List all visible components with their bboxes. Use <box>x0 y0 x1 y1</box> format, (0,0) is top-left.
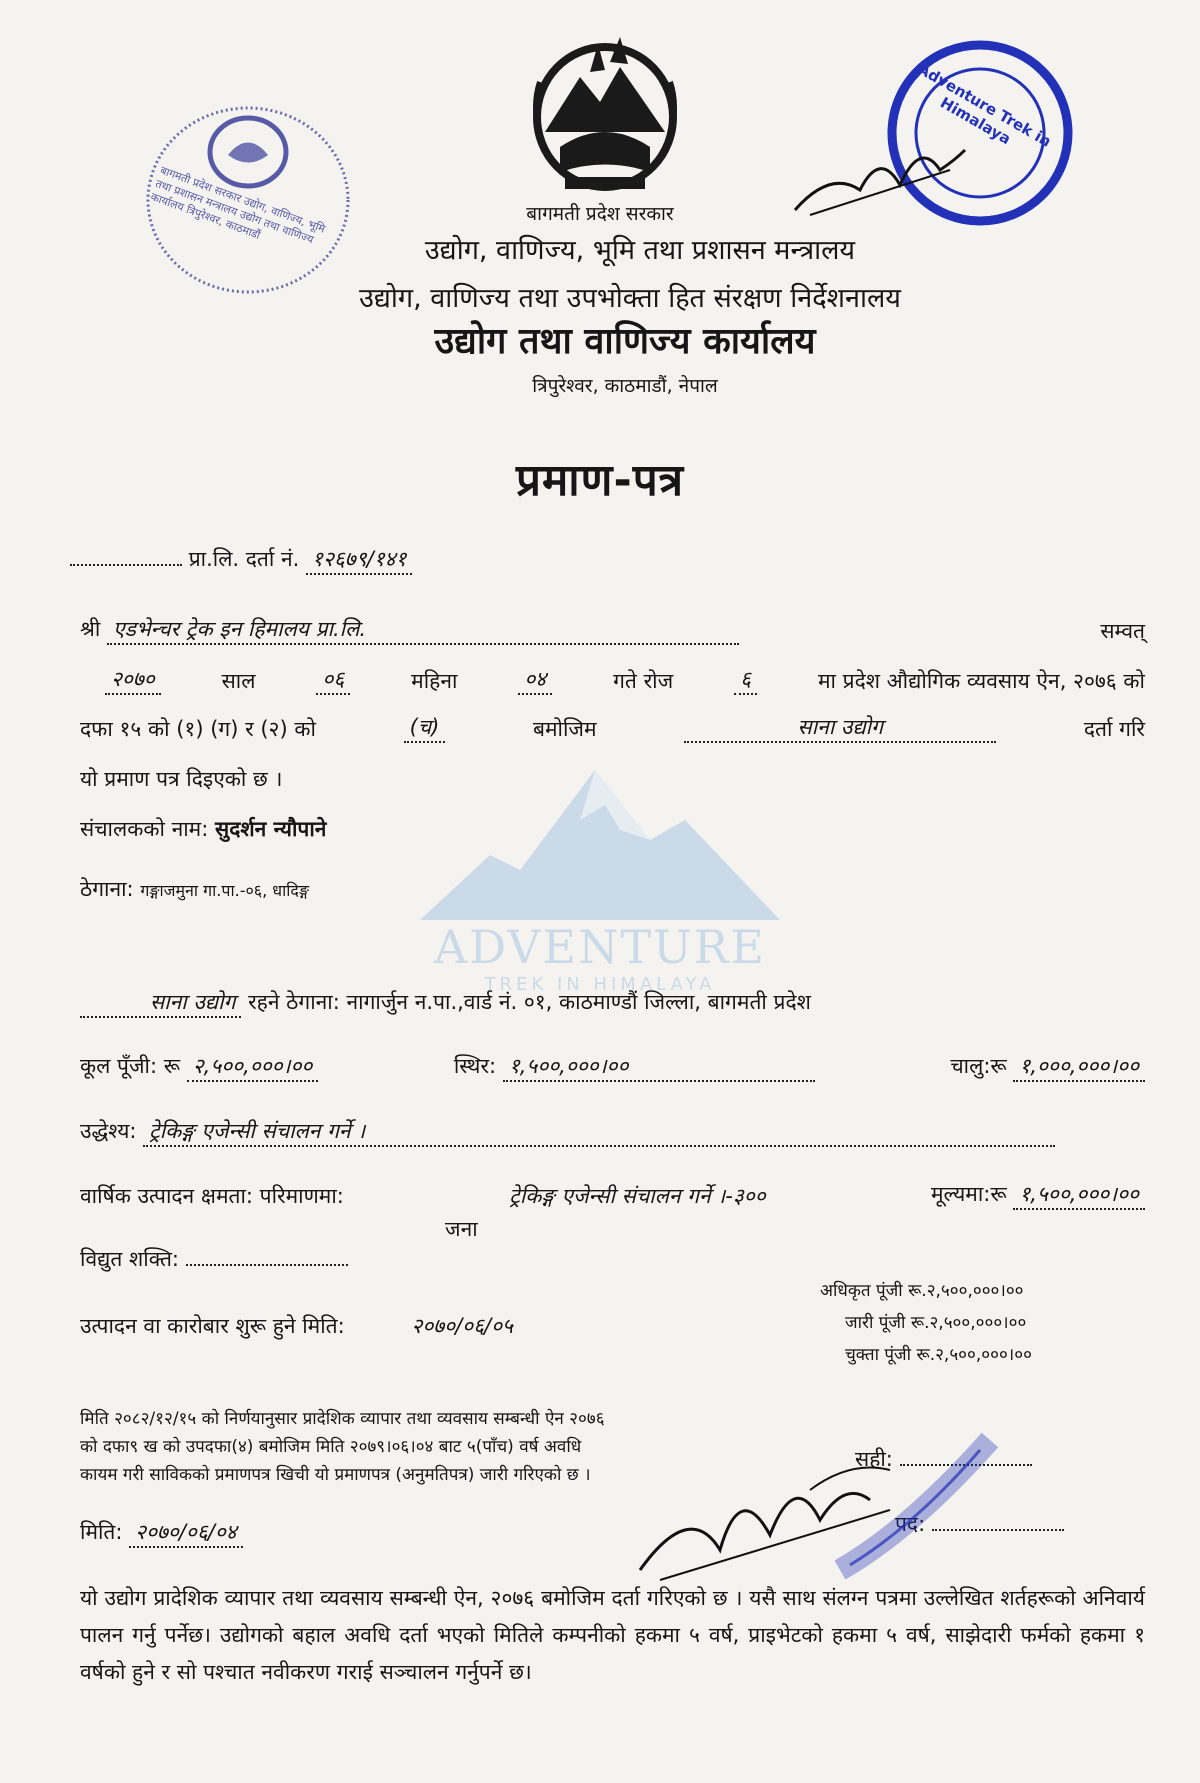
saal-label: साल <box>221 669 256 693</box>
paidup-row: चुक्ता पूंजी रू.२,५००,०००।०० <box>845 1345 1032 1365</box>
footer-paragraph: यो उद्योग प्रादेशिक व्यापार तथा व्यवसाय सम्बन्धी ऐन, २०७६ बमोजिम दर्ता गरिएको छ । यसै साथ संलग्न पत्रमा उल्लेखित शर्तहरूको अनिवार्य पालन गर्नु पर्नेछ। उद्योगको बहाल अवधि दर्ता भएको मितिले कम्पनीको हकमा ५ वर्ष, प्राइभेटको हकमा ५ वर्ष, साझेदारी फर्मको हकमा १ वर्षको हुने र सो पश्चात नवीकरण गराई सञ्चालन गर्नुपर्ने छ। <box>80 1586 1145 1684</box>
clause-value: (च) <box>404 713 446 743</box>
fixed-capital-value: १,५००,०००।०० <box>503 1052 815 1082</box>
notice-line-1: मिति २०८२/१२/१५ को निर्णयानुसार प्रादेशिक व्यापार तथा व्यवसाय सम्बन्धी ऐन २०७६ <box>80 1409 605 1429</box>
renewal-notice <box>80 1405 605 1489</box>
director-label: संचालकको नाम: <box>80 817 209 841</box>
start-date-line <box>80 1312 513 1340</box>
start-date-value: २०७०/०६/०५ <box>411 1314 513 1338</box>
capacity-unit: जना <box>445 1217 478 1241</box>
company-line <box>80 615 1145 645</box>
certificate-title: प्रमाण-पत्र <box>515 455 685 506</box>
bamojim-label: बमोजिम <box>532 717 597 741</box>
capital-line <box>80 1052 1145 1082</box>
dafa-text: दफा १५ को (१) (ग) र (२) को <box>80 717 316 741</box>
current-capital-value: १,०००,०००।०० <box>1013 1052 1145 1082</box>
date-line <box>105 665 1145 695</box>
year-value: २०७० <box>105 665 161 695</box>
capacity-line <box>80 1180 1145 1210</box>
nepal-coat-of-arms-emblem <box>520 22 690 197</box>
authorized-row: अधिकृत पूंजी रू.२,५००,०००।०० <box>820 1281 1024 1301</box>
pad-label: पद: <box>895 1512 926 1536</box>
objective-label: उद्धेश्य: <box>80 1119 137 1143</box>
power-value <box>186 1264 348 1266</box>
day-value: ०४ <box>518 665 552 695</box>
capacity-value: ट्रेकिङ्ग एजेन्सी संचालन गर्ने ।-३०० <box>509 1184 766 1208</box>
registration-number: १२६७९/१४१ <box>306 545 412 575</box>
total-capital-value: २,५००,०००।०० <box>187 1052 319 1082</box>
location-prefix: साना उद्योग <box>80 988 241 1018</box>
capacity-label: वार्षिक उत्पादन क्षमता: परिमाणमा: <box>80 1184 344 1208</box>
mountain-logo-watermark <box>420 760 780 995</box>
director-name: सुदर्शन न्यौपाने <box>215 817 327 841</box>
fixed-capital-label: स्थिर: <box>453 1054 497 1078</box>
notice-line-3: कायम गरी साविकको प्रमाणपत्र खिची यो प्रमाणपत्र (अनुमतिपत्र) जारी गरिएको छ । <box>80 1465 591 1485</box>
total-capital-label: कूल पूँजी: रू <box>80 1054 181 1078</box>
samvat-label: सम्वत् <box>1100 619 1145 643</box>
ministry-name: उद्योग, वाणिज्य, भूमि तथा प्रशासन मन्त्रालय <box>424 235 856 266</box>
address-line <box>80 875 309 903</box>
mahina-label: महिना <box>411 669 458 693</box>
start-date-label: उत्पादन वा कारोबार शुरू हुने मिति: <box>80 1314 345 1338</box>
issued-row: जारी पूंजी रू.२,५००,०००।०० <box>845 1313 1027 1333</box>
location-label: रहने ठेगाना: <box>248 990 340 1014</box>
darta-gari-label: दर्ता गरि <box>1083 717 1145 741</box>
sahi-label: सही: <box>855 1447 893 1471</box>
office-seal-text: बागमती प्रदेश सरकार उद्योग, वाणिज्य, भूमि तथा प्रशासन मन्त्रालय उद्योग तथा वाणिज्य कार्यालय त्रिपुरेश्वर, काठमाडौं <box>148 163 327 247</box>
shree-label: श्री <box>80 617 101 641</box>
province-govt-label: बागमती प्रदेश सरकार <box>526 203 674 225</box>
address-label: ठेगाना: <box>80 877 134 901</box>
watermark-subtext: TREK IN HIMALAYA <box>484 974 716 995</box>
office-name: उद्योग तथा वाणिज्य कार्यालय <box>434 321 816 362</box>
dafa-line <box>80 713 1145 743</box>
issue-date-value: २०७०/०६/०४ <box>129 1518 243 1548</box>
issue-date-line <box>80 1518 243 1548</box>
weekday-value: ६ <box>734 665 757 695</box>
objective-line <box>80 1117 1145 1147</box>
current-capital-label: चालु:रू <box>950 1054 1007 1078</box>
location-line <box>80 988 811 1018</box>
location-value: नागार्जुन न.पा.,वार्ड नं. ०१, काठमाण्डौं जिल्ला, बागमती प्रदेश <box>346 990 811 1014</box>
capacity-price-label: मूल्यमा:रू <box>930 1182 1007 1206</box>
capacity-price-value: १,५००,०००।०० <box>1013 1180 1145 1210</box>
act-text: मा प्रदेश औद्योगिक व्यवसाय ऐन, २०७६ को <box>817 669 1145 693</box>
power-label: विद्युत शक्ति: <box>80 1247 180 1271</box>
registration-label: प्रा.लि. दर्ता नं. <box>188 547 300 571</box>
company-seal-text: Adventure Trek in Himalaya <box>914 59 1055 151</box>
gate-roj-label: गते रोज <box>613 669 674 693</box>
notice-line-2: को दफा९ ख को उपदफा(४) बमोजिम मिति २०७९।०६।०४ बाट ५(पाँच) वर्ष अवधि <box>80 1437 582 1457</box>
industry-type: साना उद्योग <box>684 713 996 743</box>
objective-value: ट्रेकिङ्ग एजेन्सी संचालन गर्ने । <box>143 1117 1055 1147</box>
officer-stamp <box>820 1420 1000 1580</box>
company-name: एडभेन्चर ट्रेक इन हिमालय प्रा.लि. <box>107 615 739 645</box>
directorate-name: उद्योग, वाणिज्य तथा उपभोक्ता हित संरक्षण निर्देशनालय <box>359 283 901 314</box>
power-line <box>80 1245 348 1273</box>
director-line <box>80 815 326 843</box>
authorized-capital-block <box>820 1275 1032 1371</box>
address-value: गङ्गाजमुना गा.पा.-०६, धादिङ्ग <box>140 881 310 900</box>
issue-date-label: मिति: <box>80 1520 123 1544</box>
office-address: त्रिपुरेश्वर, काठमाडौं, नेपाल <box>532 375 718 397</box>
watermark-text: ADVENTURE <box>433 920 766 974</box>
registration-line <box>70 545 412 575</box>
issued-line: यो प्रमाण पत्र दिइएको छ । <box>80 767 283 791</box>
month-value: ०६ <box>316 665 350 695</box>
